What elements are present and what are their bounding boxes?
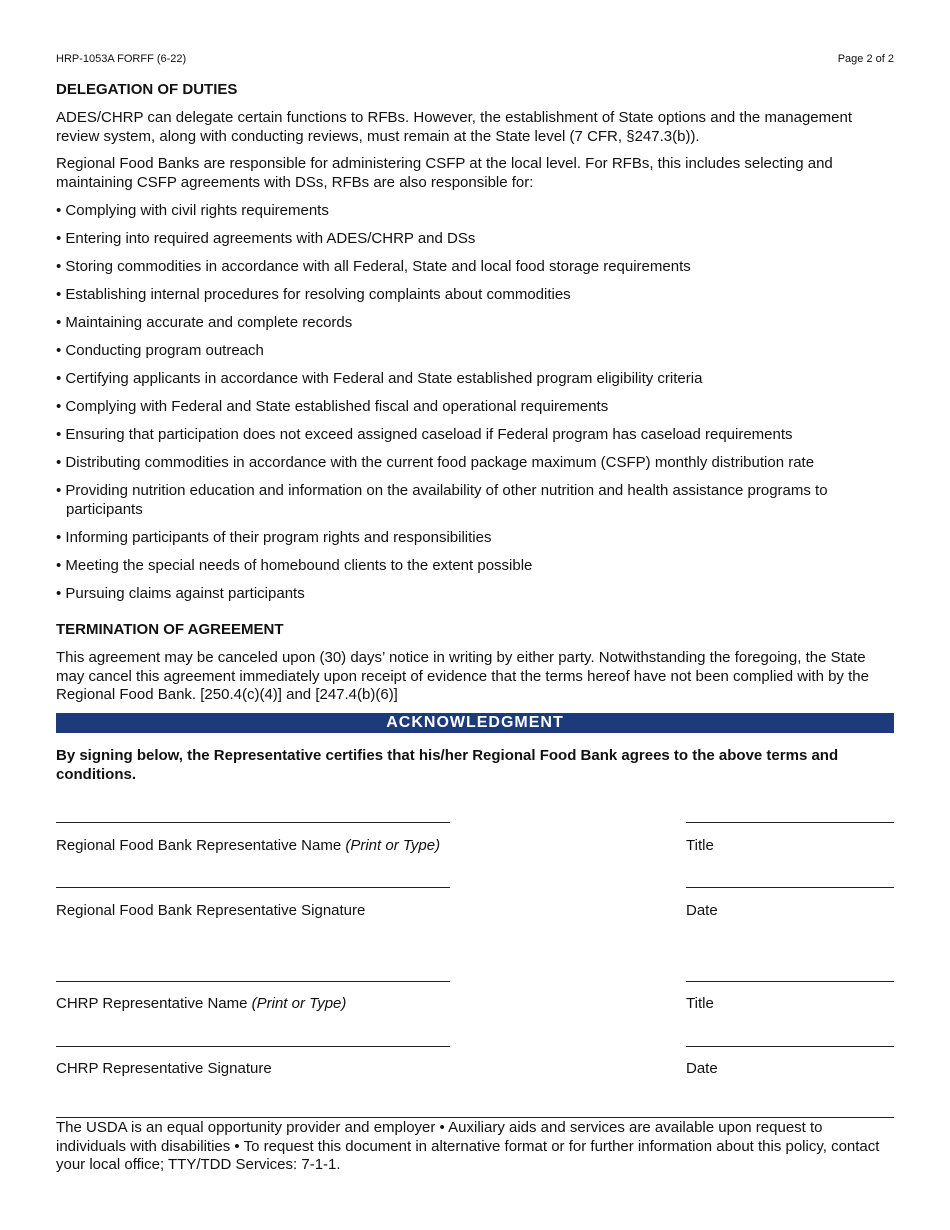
list-item: • Conducting program outreach: [56, 342, 264, 359]
chrp-date-label: Date: [686, 1060, 718, 1077]
list-item: • Certifying applicants in accordance with Federal and State established program eligibility criteria: [56, 370, 703, 387]
chrp-name-label: [56, 995, 346, 1012]
chrp-signature-line[interactable]: [56, 1046, 450, 1047]
list-item: • Storing commodities in accordance with all Federal, State and local food storage requirements: [56, 258, 691, 275]
list-item: • Meeting the special needs of homebound clients to the extent possible: [56, 556, 533, 574]
page-number: Page 2 of 2: [837, 53, 894, 65]
list-item: • Ensuring that participation does not exceed assigned caseload if Federal program has caseload requirements: [56, 426, 793, 443]
print-or-type-note: (Print or Type): [345, 837, 441, 854]
delegation-para-1: ADES/CHRP can delegate certain functions to RFBs. However, the establishment of State options and the management review system, along with conducting reviews, must remain at the State level (7 CFR, §247.3(b)).: [56, 109, 852, 145]
form-id: HRP-1053A FORFF (6-22): [56, 53, 187, 65]
list-item: • Providing nutrition education and information on the availability of other nutrition and health assistance programs to participants: [56, 482, 828, 518]
rfb-date-label: Date: [686, 902, 718, 919]
list-item: • Informing participants of their program rights and responsibilities: [56, 528, 492, 546]
rfb-signature-label: Regional Food Bank Representative Signature: [56, 902, 366, 919]
rfb-name-label: [56, 837, 440, 854]
rfb-title-label: Title: [686, 837, 714, 854]
footer-disclaimer: The USDA is an equal opportunity provider and employer • Auxiliary aids and services are available upon request to individuals with disabilities • To request this document in alternative format or for further information about this policy, contact your local office; TTY/TDD Services: 7-1-1.: [56, 1117, 894, 1175]
rfb-signature-line[interactable]: [56, 887, 450, 888]
chrp-date-line[interactable]: [686, 1046, 894, 1047]
rfb-date-line[interactable]: [686, 887, 894, 888]
chrp-name-text: CHRP Representative Name: [56, 995, 252, 1012]
rfb-title-line[interactable]: [686, 822, 894, 823]
page-header: [56, 53, 894, 65]
list-item: • Establishing internal procedures for resolving complaints about commodities: [56, 286, 571, 303]
chrp-title-label: Title: [686, 995, 714, 1012]
list-item: • Pursuing claims against participants: [56, 584, 305, 602]
acknowledgment-statement: By signing below, the Representative certifies that his/her Regional Food Bank agrees to the above terms and conditions.: [56, 747, 839, 783]
delegation-para-2: Regional Food Banks are responsible for administering CSFP at the local level. For RFBs, this includes selecting and maintaining CSFP agreements with DSs, RFBs are also responsible for:: [56, 155, 833, 191]
chrp-name-line[interactable]: [56, 981, 450, 982]
chrp-title-line[interactable]: [686, 981, 894, 982]
print-or-type-note: (Print or Type): [251, 995, 347, 1012]
termination-text: This agreement may be canceled upon (30) days’ notice in writing by either party. Notwithstanding the foregoing, the State may cancel this agreement immediately upon receipt of evidence that the terms hereof have not been complied with by the Regional Food Bank. [250.4(c)(4)] and [247.4(b)(6)]: [56, 649, 869, 703]
list-item: • Complying with civil rights requirements: [56, 202, 329, 219]
chrp-signature-label: CHRP Representative Signature: [56, 1060, 272, 1077]
delegation-heading: DELEGATION OF DUTIES: [56, 81, 238, 98]
rfb-name-line[interactable]: [56, 822, 450, 823]
list-item: • Distributing commodities in accordance with the current food package maximum (CSFP) monthly distribution rate: [56, 454, 815, 471]
list-item: • Complying with Federal and State established fiscal and operational requirements: [56, 398, 609, 415]
acknowledgment-banner: ACKNOWLEDGMENT: [56, 713, 894, 733]
responsibility-list: [56, 202, 894, 613]
list-item: • Entering into required agreements with ADES/CHRP and DSs: [56, 230, 476, 247]
list-item: • Maintaining accurate and complete records: [56, 314, 353, 331]
rfb-name-text: Regional Food Bank Representative Name: [56, 837, 346, 854]
termination-heading: TERMINATION OF AGREEMENT: [56, 621, 284, 638]
